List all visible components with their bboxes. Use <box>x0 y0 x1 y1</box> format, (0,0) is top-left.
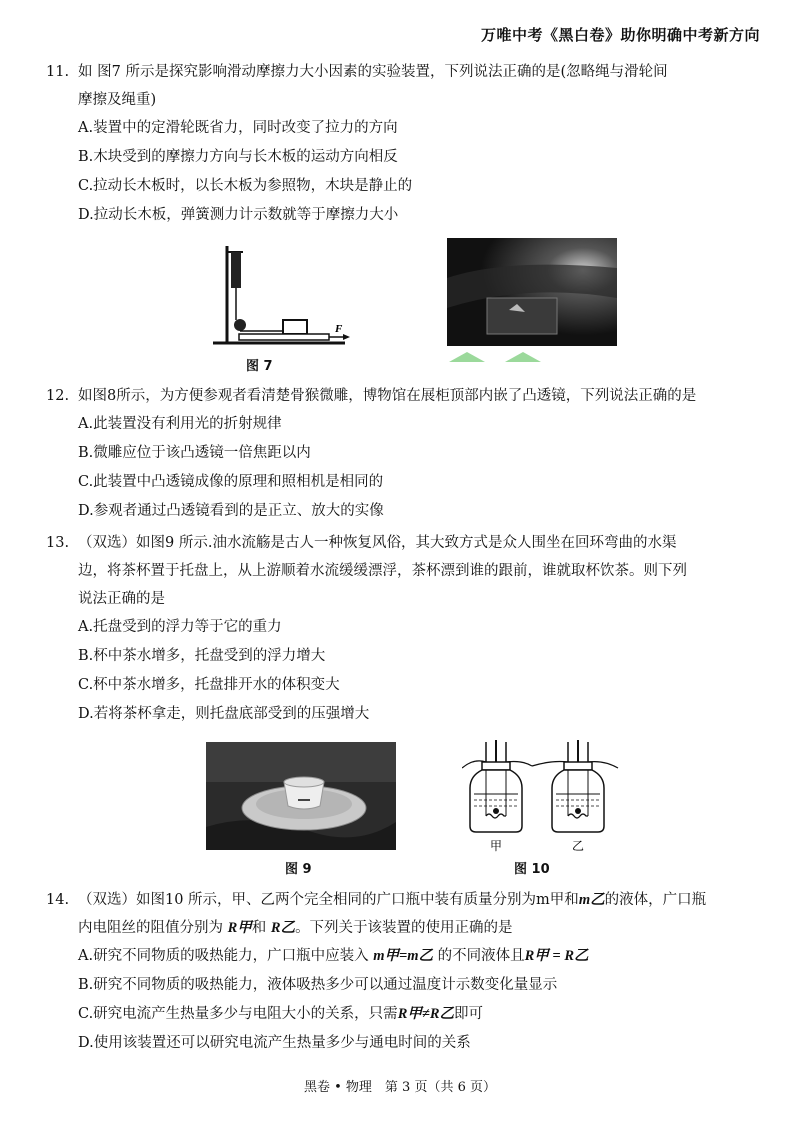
question-number: 14. <box>46 892 70 908</box>
figure-7-apparatus <box>205 240 355 350</box>
figure-8-photo <box>447 238 617 366</box>
question-stem: （双选）如图9 所示.油水流觞是古人一种恢复风俗，其大致方式是众人围坐在回环弯曲的水渠 <box>78 535 677 551</box>
equation-resistance: R甲 = R乙 <box>524 948 589 964</box>
question-14 <box>46 886 760 1058</box>
question-stem-cont: 摩擦及绳重) <box>78 92 157 108</box>
option-b: B.研究不同物质的吸热能力，液体吸热多少可以通过温度计示数变化量显示 <box>78 977 558 993</box>
label-jia: 甲 <box>490 839 503 853</box>
option-d: D.若将茶杯拿走，则托盘底部受到的压强增大 <box>78 706 370 722</box>
figure-9-caption: 图 9 <box>285 862 312 877</box>
option-a: A.装置中的定滑轮既省力，同时改变了拉力的方向 <box>78 120 398 136</box>
option-c: C.此装置中凸透镜成像的原理和照相机是相同的 <box>78 474 384 490</box>
jar-jia <box>462 740 532 832</box>
question-stem: （双选）如图10 所示，甲、乙两个完全相同的广口瓶中装有质量分别为m甲和 <box>78 892 579 908</box>
page-header: 万唯中考《黑白卷》助你明确中考新方向 <box>480 26 760 44</box>
equation-mass: m甲=m乙 <box>373 948 434 964</box>
option-a: A.托盘受到的浮力等于它的重力 <box>78 619 282 635</box>
option-c-cont: 即可 <box>454 1006 483 1022</box>
option-d: D.使用该装置还可以研究电流产生热量多少与通电时间的关系 <box>78 1035 471 1051</box>
option-b: B.微雕应位于该凸透镜一倍焦距以内 <box>78 445 311 461</box>
question-number: 12. <box>46 388 70 404</box>
label-yi: 乙 <box>572 839 585 853</box>
figure-10-caption: 图 10 <box>514 862 550 877</box>
question-stem: 的液体，广口瓶 <box>604 892 707 908</box>
option-a-cont: 的不同液体且 <box>437 948 525 964</box>
question-stem-cont: 内电阻丝的阻值分别为 <box>78 920 223 936</box>
option-c: C.研究电流产生热量多少与电阻大小的关系，只需 <box>78 1006 398 1022</box>
option-b: B.木块受到的摩擦力方向与长木板的运动方向相反 <box>78 149 398 165</box>
page-footer: 黑卷 • 物理 第 3 页（共 6 页） <box>303 1080 496 1095</box>
figure-7-caption: 图 7 <box>246 359 273 374</box>
option-a: A.此装置没有利用光的折射规律 <box>78 416 282 432</box>
question-stem-cont: 。下列关于该装置的使用正确的是 <box>295 920 513 936</box>
option-d: D.参观者通过凸透镜看到的是正立、放大的实像 <box>78 503 384 519</box>
option-c: C.杯中茶水增多，托盘排开水的体积变大 <box>78 677 340 693</box>
question-13 <box>46 529 760 729</box>
option-d: D.拉动长木板，弹簧测力计示数就等于摩擦力大小 <box>78 207 399 223</box>
symbol-m-yi: m乙 <box>578 892 605 908</box>
inequality-resistance: R甲≠R乙 <box>397 1006 454 1022</box>
figure-9-photo <box>206 742 396 850</box>
question-stem: 如 图7 所示是探究影响滑动摩擦力大小因素的实验装置，下列说法正确的是(忽略绳与滑轮间 <box>78 64 668 80</box>
question-12 <box>46 382 760 526</box>
symbol-r-jia: R甲 <box>227 920 252 936</box>
question-stem-cont: 边，将茶杯置于托盘上，从上游顺着水流缓缓漂浮，茶杯漂到谁的跟前，谁就取杯饮茶。则下列 <box>78 563 687 579</box>
question-number: 11. <box>46 64 70 80</box>
option-a: A.研究不同物质的吸热能力，广口瓶中应装入 <box>78 948 369 964</box>
jar-yi <box>532 740 618 832</box>
option-b: B.杯中茶水增多，托盘受到的浮力增大 <box>78 648 326 664</box>
question-stem: 如图8所示，为方便参观者看清楚骨猴微雕，博物馆在展柜顶部内嵌了凸透镜，下列说法正确的是 <box>78 388 697 404</box>
question-stem-cont: 说法正确的是 <box>78 591 165 607</box>
question-number: 13. <box>46 535 70 551</box>
conjunction: 和 <box>251 920 267 936</box>
question-11 <box>46 58 760 230</box>
option-c: C.拉动长木板时，以长木板为参照物，木块是静止的 <box>78 178 413 194</box>
figure-10-diagram <box>462 738 622 853</box>
symbol-r-yi: R乙 <box>270 920 296 936</box>
force-label: F <box>335 323 343 335</box>
